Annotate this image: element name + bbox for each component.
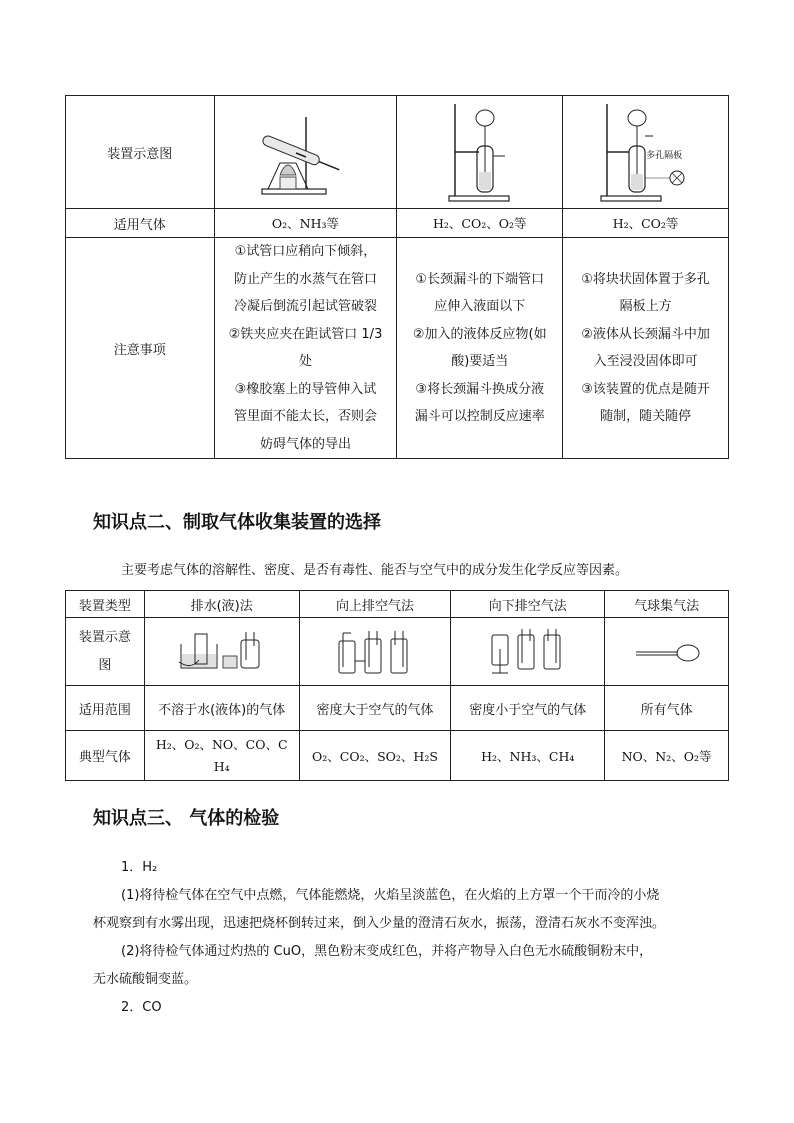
upward-air-image <box>299 618 451 686</box>
water-displacement-image <box>144 618 299 686</box>
gases-col3: H₂、CO₂等 <box>563 209 729 238</box>
note-line: ②铁夹应夹在距试管口 1/3 <box>228 326 383 342</box>
row-label-scope: 适用范围 <box>66 686 145 731</box>
section2-intro: 主要考虑气体的溶解性、密度、是否有毒性、能否与空气中的成分发生化学反应等因素。 <box>121 563 629 578</box>
item1-para2-line1: (2)将待检气体通过灼热的 CuO，黑色粉末变成红色，并将产物导入白色无水硫酸铜粉末中， <box>121 944 653 959</box>
header-balloon: 气球集气法 <box>605 591 729 618</box>
header-upward-air: 向上排空气法 <box>299 591 451 618</box>
note-line: 防止产生的水蒸气在管口 <box>233 271 377 287</box>
typical-balloon: NO、N₂、O₂等 <box>605 731 729 781</box>
row-label-gases: 适用气体 <box>66 209 215 238</box>
porous-plate-label: 多孔隔板 <box>646 151 683 161</box>
row-label-diagram <box>66 618 145 686</box>
note-line: ①将块状固体置于多孔 <box>581 271 710 287</box>
row-label-diagram-line: 装置示意 <box>78 629 131 645</box>
note-line: 随制，随关随停 <box>600 409 692 424</box>
row-label-diagram-line: 图 <box>98 657 112 673</box>
item2-title: 2．CO <box>121 1000 162 1015</box>
apparatus-table <box>65 95 729 459</box>
row-label-typical: 典型气体 <box>66 731 145 781</box>
note-line: ②加入的液体反应物(如 <box>412 326 547 342</box>
note-line: ②液体从长颈漏斗中加 <box>581 326 710 342</box>
liquid-funnel-apparatus-image <box>397 96 563 209</box>
note-line: ③将长颈漏斗换成分液 <box>415 381 545 397</box>
note-line: 冷凝后倒流引起试管破裂 <box>233 299 377 314</box>
note-line: ①试管口应稍向下倾斜， <box>234 244 377 259</box>
gases-col2: H₂、CO₂、O₂等 <box>397 209 563 238</box>
item1-para1-line2: 杯观察到有水雾出现，迅速把烧杯倒转过来，倒入少量的澄清石灰水，振荡，澄清石灰水不变浑浊。 <box>93 916 666 931</box>
header-water: 排水(液)法 <box>144 591 299 618</box>
item1-para2-line2: 无水硫酸铜变蓝。 <box>93 972 198 987</box>
notes-col3 <box>563 238 729 459</box>
typical-water-line: H₄ <box>213 758 230 774</box>
note-line: ③橡胶塞上的导管伸入试 <box>234 381 377 397</box>
note-line: ①长颈漏斗的下端管口 <box>415 271 545 287</box>
section2-heading: 知识点二、制取气体收集装置的选择 <box>93 512 381 533</box>
scope-balloon: 所有气体 <box>605 686 729 731</box>
scope-water: 不溶于水(液体)的气体 <box>144 686 299 731</box>
downward-air-image <box>451 618 605 686</box>
note-line: 妨碍气体的导出 <box>259 436 351 452</box>
gases-col1: O₂、NH₃等 <box>214 209 397 238</box>
note-line: 漏斗可以控制反应速率 <box>414 409 545 424</box>
scope-downward-air: 密度小于空气的气体 <box>451 686 605 731</box>
row-label-notes: 注意事项 <box>66 238 215 459</box>
header-type: 装置类型 <box>66 591 145 618</box>
typical-water-line: H₂、O₂、NO、CO、C <box>155 736 288 752</box>
scope-upward-air: 密度大于空气的气体 <box>299 686 451 731</box>
typical-water <box>144 731 299 781</box>
note-line: 隔板上方 <box>619 299 672 314</box>
item1-para1-line1: (1)将待检气体在空气中点燃，气体能燃烧，火焰呈淡蓝色，在火焰的上方罩一个干而冷的小烧 <box>121 888 660 903</box>
note-line: 应伸入液面以下 <box>434 299 526 314</box>
header-downward-air: 向下排空气法 <box>451 591 605 618</box>
balloon-image <box>605 618 729 686</box>
porous-plate-apparatus-image <box>563 96 729 209</box>
note-line: 酸)要适当 <box>451 354 509 369</box>
collection-table <box>65 590 729 781</box>
note-line: ③该装置的优点是随开 <box>581 381 710 397</box>
notes-col2 <box>397 238 563 459</box>
solid-heating-apparatus-image <box>214 96 397 209</box>
note-line: 入至浸没固体即可 <box>593 354 698 369</box>
typical-upward-air: O₂、CO₂、SO₂、H₂S <box>299 731 451 781</box>
note-line: 管里面不能太长，否则会 <box>233 409 377 424</box>
item1-title: 1．H₂ <box>121 860 158 875</box>
section3-heading: 知识点三、 气体的检验 <box>93 808 280 829</box>
notes-col1 <box>214 238 397 459</box>
row-label-diagram: 装置示意图 <box>66 96 215 209</box>
note-line: 处 <box>298 354 312 369</box>
typical-downward-air: H₂、NH₃、CH₄ <box>451 731 605 781</box>
